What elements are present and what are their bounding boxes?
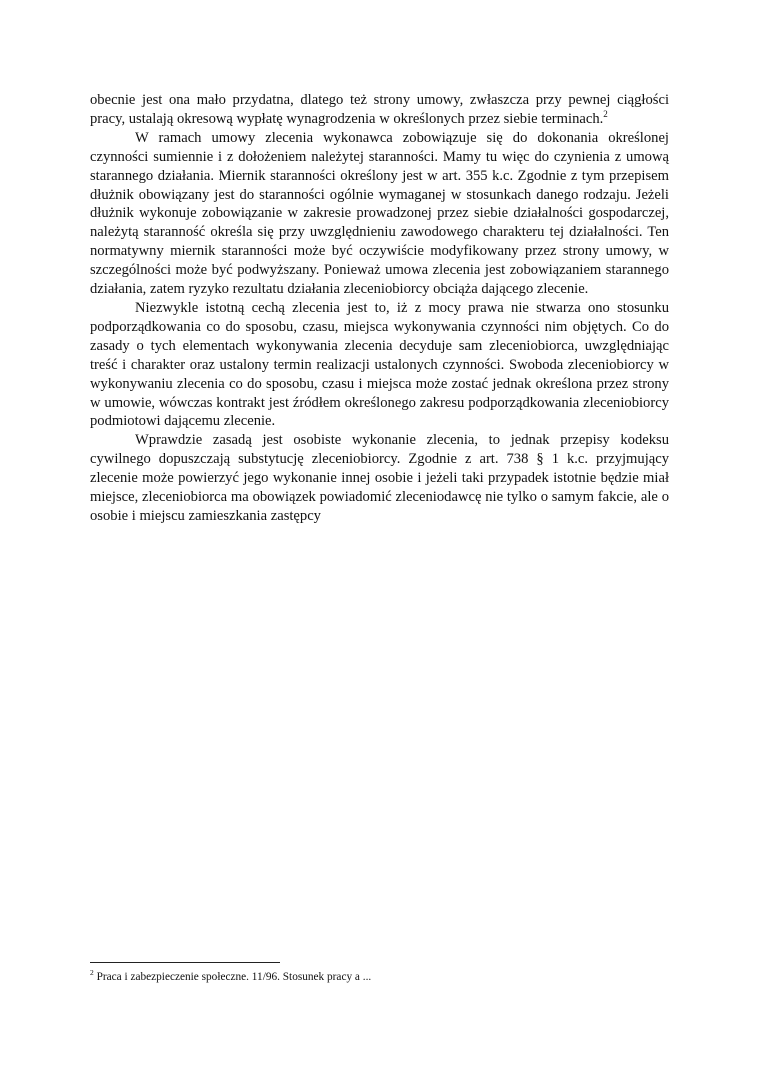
paragraph-1-text: obecnie jest ona mało przydatna, dlatego też strony umowy, zwłaszcza przy pewnej ciągłości pracy, ustalają okresową wypłatę wynagrodzenia w określonych przez siebie terminach. (90, 92, 669, 127)
footnote-text: Praca i zabezpieczenie społeczne. 11/96. Stosunek pracy a ... (96, 971, 372, 983)
document-body (90, 91, 669, 526)
footnote-reference: 2 (603, 109, 608, 120)
paragraph-3: Niezwykle istotną cechą zlecenia jest to, iż z mocy prawa nie stwarza ono stosunku podporządkowania co do sposobu, czasu, miejsca wykonywania czynności nim objętych. Co do zasady o tych elementach wykonywania zlecenia decyduje sam zleceniobiorca, uwzględniając treść i charakter oraz ustalony termin realizacji ustalonych czynności. Swoboda zleceniobiorcy w wykonywaniu zlecenia co do sposobu, czasu i miejsca może zostać jednak określona przez strony w umowie, wówczas kontrakt jest źródłem określonego zakresu podporządkowania zleceniobiorcy podmiotowi dającemu zlecenie. (90, 299, 669, 430)
footnote-separator (90, 962, 280, 963)
paragraph-4: Wprawdzie zasadą jest osobiste wykonanie zlecenia, to jednak przepisy kodeksu cywilnego dopuszczają substytucję zleceniobiorcy. Zgodnie z art. 738 § 1 k.c. przyjmujący zlecenie może powierzyć jego wykonanie innej osobie i jeżeli taki przypadek istotnie będzie miał miejsce, zleceniobiorca ma obowiązek powiadomić zleceniodawcę nie tylko o samym fakcie, ale o osobie i miejscu zamieszkania zastępcy (90, 432, 669, 524)
paragraph-2: W ramach umowy zlecenia wykonawca zobowiązuje się do dokonania określonej czynności sumiennie i z dołożeniem należytej staranności. Mamy tu więc do czynienia z umową starannego działania. Miernik staranności określony jest w art. 355 k.c. Zgodnie z tym przepisem dłużnik obowiązany jest do staranności ogólnie wymaganej w stosunkach danego rodzaju. Jeżeli dłużnik wykonuje zobowiązanie w zakresie prowadzonej przez siebie działalności gospodarczej, należytą staranność określa się przy uwzględnieniu zawodowego charakteru tej działalności. Ten normatywny miernik staranności może być oczywiście modyfikowany przez strony umowy, w szczególności może być podwyższany. Ponieważ umowa zlecenia jest zobowiązaniem starannego działania, zatem ryzyko rezultatu działania zleceniobiorcy obciąża dającego zlecenie. (90, 129, 669, 298)
footnote-number: 2 (90, 968, 94, 978)
footnote (90, 970, 669, 984)
paragraph-1 (90, 91, 669, 129)
